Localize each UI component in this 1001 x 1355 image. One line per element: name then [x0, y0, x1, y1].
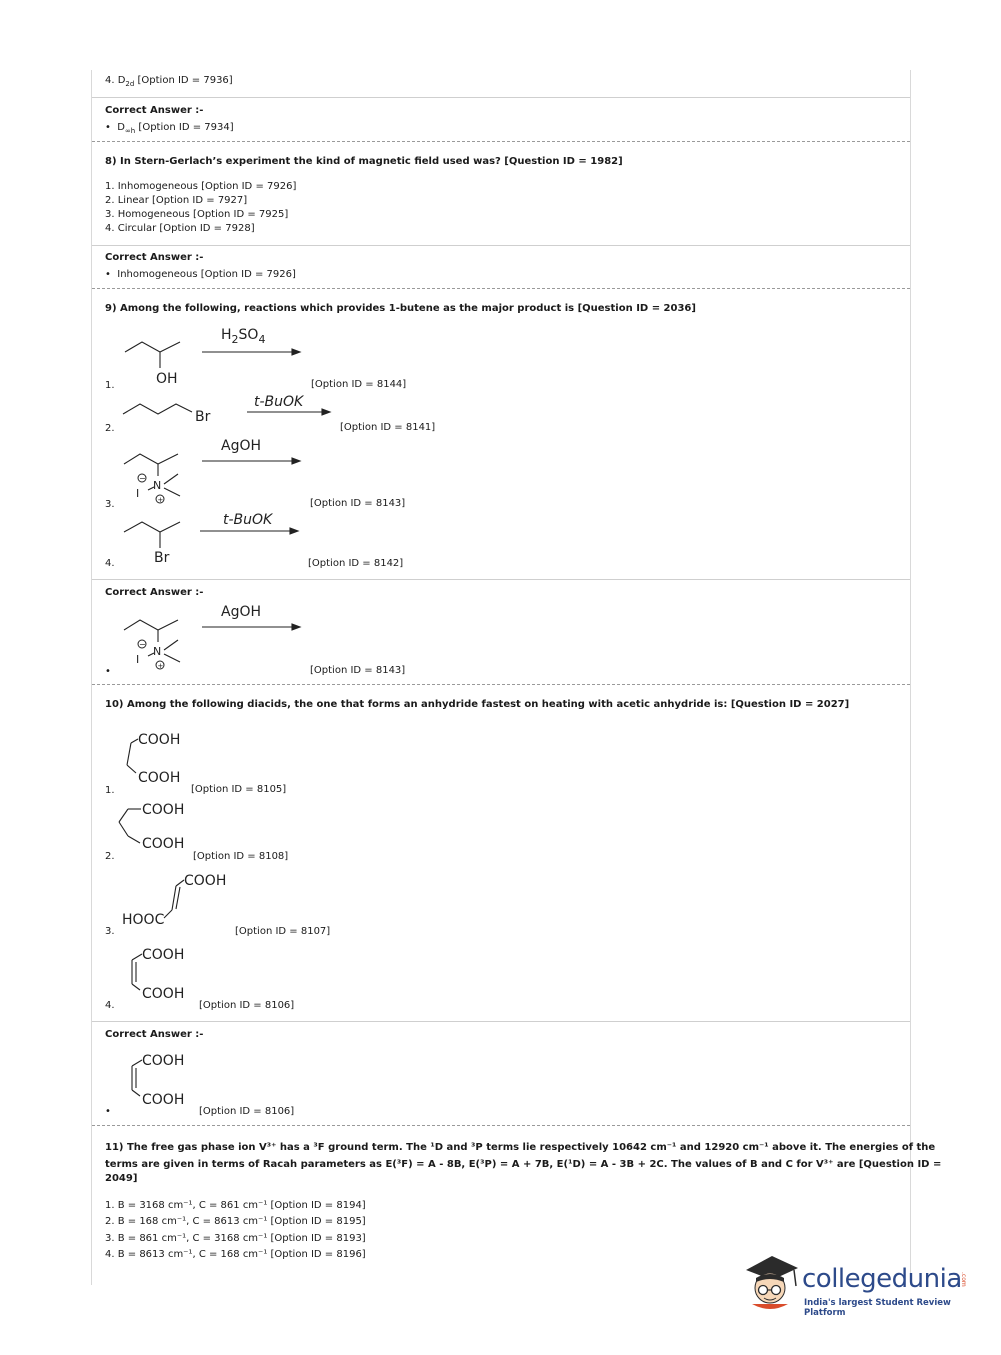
- svg-text:HOOC: HOOC: [122, 912, 165, 928]
- q10-option-1-number: 1.: [105, 785, 115, 796]
- q10-option-2-id: [Option ID = 8108]: [193, 851, 289, 862]
- q10-option-4-structure: [122, 942, 242, 1007]
- q9-option-2-number: 2.: [105, 423, 115, 434]
- svg-text:−: −: [139, 640, 146, 649]
- q9-option-4-reagent: t-BuOK: [223, 512, 273, 528]
- q11-option-3: 3. B = 861 cm⁻¹, C = 3168 cm⁻¹ [Option ID = 8193]: [105, 1233, 366, 1244]
- q11-question-line-1: 11) The free gas phase ion V³⁺ has a ³F ground term. The ¹D and ³P terms lie respectively 10642 cm⁻¹ and 12920 cm⁻¹ above it. The energies of the: [105, 1142, 936, 1153]
- q7-correct-label: Correct Answer :-: [105, 105, 204, 116]
- q9-correct-label: Correct Answer :-: [105, 587, 204, 598]
- svg-text:COOH: COOH: [142, 986, 185, 1002]
- q10-option-4-id: [Option ID = 8106]: [199, 1000, 295, 1011]
- svg-text:+: +: [157, 496, 164, 504]
- q9-option-4-number: 4.: [105, 558, 115, 569]
- q9-option-1-leaving-group: OH: [156, 371, 178, 387]
- divider: [92, 579, 910, 580]
- q11-question-line-3: 2049]: [105, 1173, 138, 1184]
- divider: [92, 97, 910, 98]
- logo-name: collegedunia: [802, 1264, 962, 1294]
- q8-correct-label: Correct Answer :-: [105, 252, 204, 263]
- q10-correct-label: Correct Answer :-: [105, 1029, 204, 1040]
- svg-text:COOH: COOH: [142, 836, 185, 852]
- question-divider: [92, 288, 910, 289]
- question-divider: [92, 141, 910, 142]
- q9-option-1-reagent: $H_2SO_4$: [221, 327, 266, 346]
- q8-option-2: 2. Linear [Option ID = 7927]: [105, 195, 248, 206]
- q9-option-1-structure: [120, 320, 340, 390]
- q9-question: 9) Among the following, reactions which provides 1-butene as the major product is [Question ID = 2036]: [105, 303, 696, 314]
- q9-option-3-number: 3.: [105, 499, 115, 510]
- logo-domain: .com: [960, 1272, 967, 1287]
- q8-option-3: 3. Homogeneous [Option ID = 7925]: [105, 209, 289, 220]
- q9-option-3-id: [Option ID = 8143]: [310, 498, 406, 509]
- q9-correct-id: [Option ID = 8143]: [310, 665, 406, 676]
- q8-option-1: 1. Inhomogeneous [Option ID = 7926]: [105, 181, 297, 192]
- q10-option-4-number: 4.: [105, 1000, 115, 1011]
- q9-option-2-reagent: t-BuOK: [254, 394, 304, 410]
- q9-option-4-structure: [120, 508, 340, 568]
- q9-correct-iodide: I: [136, 653, 140, 666]
- q10-option-3-number: 3.: [105, 926, 115, 937]
- q8-correct-answer: • Inhomogeneous [Option ID = 7926]: [105, 269, 296, 280]
- question-divider: [92, 684, 910, 685]
- svg-text:COOH: COOH: [184, 873, 227, 889]
- student-mascot-icon: [742, 1248, 802, 1312]
- q9-correct-reagent: AgOH: [221, 604, 262, 620]
- q11-option-1: 1. B = 3168 cm⁻¹, C = 861 cm⁻¹ [Option ID = 8194]: [105, 1200, 366, 1211]
- divider: [92, 245, 910, 246]
- q10-correct-structure: [122, 1048, 242, 1113]
- q7-option-4: 4. $D_{2d}$ [Option ID = 7936]: [105, 75, 233, 88]
- q9-option-3-nitrogen: N: [153, 479, 162, 492]
- svg-text:COOH: COOH: [142, 947, 185, 963]
- q10-option-3-structure: [120, 868, 270, 933]
- collegedunia-logo[interactable]: [742, 1248, 972, 1318]
- divider: [92, 1021, 910, 1022]
- q9-correct-nitrogen: N: [153, 645, 162, 658]
- question-divider: [92, 1125, 910, 1126]
- q10-option-2-structure: [118, 796, 238, 856]
- q9-correct-bullet: •: [105, 666, 111, 677]
- svg-text:+: +: [157, 662, 164, 670]
- q8-question: 8) In Stern-Gerlach’s experiment the kind of magnetic field used was? [Question ID = 1982]: [105, 156, 623, 167]
- q10-correct-id: [Option ID = 8106]: [199, 1106, 295, 1117]
- q11-option-4: 4. B = 8613 cm⁻¹, C = 168 cm⁻¹ [Option ID = 8196]: [105, 1249, 366, 1260]
- svg-text:COOH: COOH: [142, 1053, 185, 1069]
- q9-option-3-reagent: AgOH: [221, 438, 262, 454]
- logo-tagline: India's largest Student Review Platform: [804, 1298, 951, 1318]
- q9-option-2-leaving-group: Br: [195, 409, 211, 425]
- svg-text:COOH: COOH: [138, 770, 181, 786]
- q10-option-1-id: [Option ID = 8105]: [191, 784, 287, 795]
- q10-option-2-number: 2.: [105, 851, 115, 862]
- q7-correct-answer: • $D_{\infty h}$ [Option ID = 7934]: [105, 122, 234, 135]
- q10-correct-bullet: •: [105, 1106, 111, 1117]
- svg-text:COOH: COOH: [138, 732, 181, 748]
- q11-question-line-2: terms are given in terms of Racah parameters as E(³F) = A - 8B, E(³P) = A + 7B, E(¹D) = A - 3B + 2C. The values of B and C for V³⁺ are [Question ID =: [105, 1159, 942, 1170]
- q9-correct-reagent-box: [220, 600, 300, 624]
- q10-option-3-id: [Option ID = 8107]: [235, 926, 331, 937]
- q9-option-4-leaving-group: Br: [154, 550, 170, 566]
- q10-question: 10) Among the following diacids, the one that forms an anhydride fastest on heating with acetic anhydride is: [Question ID = 2027]: [105, 699, 850, 710]
- q9-option-4-id: [Option ID = 8142]: [308, 558, 404, 569]
- q9-option-3-reagent-box: [220, 434, 300, 458]
- svg-text:−: −: [139, 474, 146, 483]
- q8-option-4: 4. Circular [Option ID = 7928]: [105, 223, 255, 234]
- q11-option-2: 2. B = 168 cm⁻¹, C = 8613 cm⁻¹ [Option ID = 8195]: [105, 1216, 366, 1227]
- q9-option-2-id: [Option ID = 8141]: [340, 422, 436, 433]
- q9-option-1-number: 1.: [105, 380, 115, 391]
- svg-text:COOH: COOH: [142, 802, 185, 818]
- q9-option-3-iodide: I: [136, 487, 140, 500]
- q9-option-2-structure: [120, 388, 350, 433]
- svg-text:COOH: COOH: [142, 1092, 185, 1108]
- q9-option-1-id: [Option ID = 8144]: [311, 379, 407, 390]
